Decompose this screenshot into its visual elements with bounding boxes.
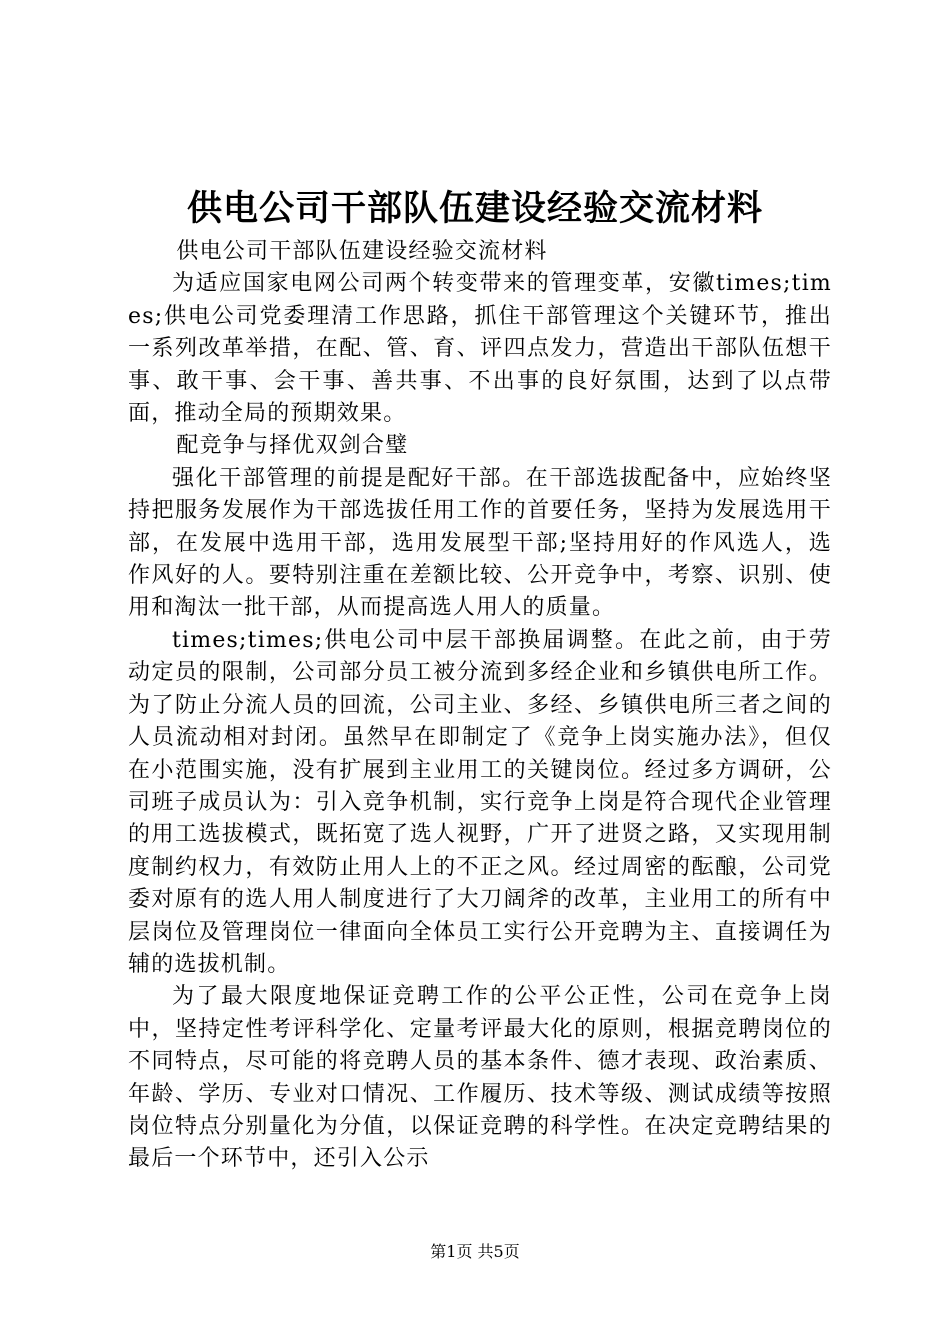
document-body — [128, 236, 832, 1176]
paragraph-body: times;times;供电公司中层干部换届调整。在此之前，由于劳动定员的限制，公司部分员工被分流到多经企业和乡镇供电所工作。为了防止分流人员的回流，公司主业、多经、乡镇供电所三者之间的人员流动相对封闭。虽然早在即制定了《竞争上岗实施办法》，但仅在小范围实施，没有扩展到主业用工的关键岗位。经过多方调研，公司班子成员认为：引入竞争机制，实行竞争上岗是符合现代企业管理的用工选拔模式，既拓宽了选人视野，广开了进贤之路，又实现用制度制约权力，有效防止用人上的不正之风。经过周密的酝酿，公司党委对原有的选人用人制度进行了大刀阔斧的改革，主业用工的所有中层岗位及管理岗位一律面向全体员工实行公开竞聘为主、直接调任为辅的选拔机制。 — [128, 627, 832, 977]
paragraph-body: 强化干部管理的前提是配好干部。在干部选拔配备中，应始终坚持把服务发展作为干部选拔任用工作的首要任务，坚持为发展选用干部，在发展中选用干部，选用发展型干部;坚持用好的作风选人，选作风好的人。要特别注重在差额比较、公开竞争中，考察、识别、使用和淘汰一批干部，从而提高选人用人的质量。 — [128, 465, 832, 621]
document-title: 供电公司干部队伍建设经验交流材料 — [186, 188, 763, 229]
paragraph-body: 为了最大限度地保证竞聘工作的公平公正性，公司在竞争上岗中，坚持定性考评科学化、定量考评最大化的原则，根据竞聘岗位的不同特点，尽可能的将竞聘人员的基本条件、德才表现、政治素质、年龄、学历、专业对口情况、工作履历、技术等级、测试成绩等按照岗位特点分别量化为分值，以保证竞聘的科学性。在决定竞聘结果的最后一个环节中，还引入公示 — [128, 984, 832, 1172]
document-subtitle: 供电公司干部队伍建设经验交流材料 — [176, 239, 548, 264]
section-heading: 配竞争与择优双剑合璧 — [176, 433, 409, 459]
paragraph-intro: 为适应国家电网公司两个转变带来的管理变革，安徽times;times;供电公司党委理清工作思路，抓住干部管理这个关键环节，推出一系列改革举措，在配、管、育、评四点发力，营造出干部队伍想干事、敢干事、会干事、善共事、不出事的良好氛围，达到了以点带面，推动全局的预期效果。 — [128, 271, 832, 427]
page-footer: 第1页 共5页 — [430, 1242, 520, 1261]
